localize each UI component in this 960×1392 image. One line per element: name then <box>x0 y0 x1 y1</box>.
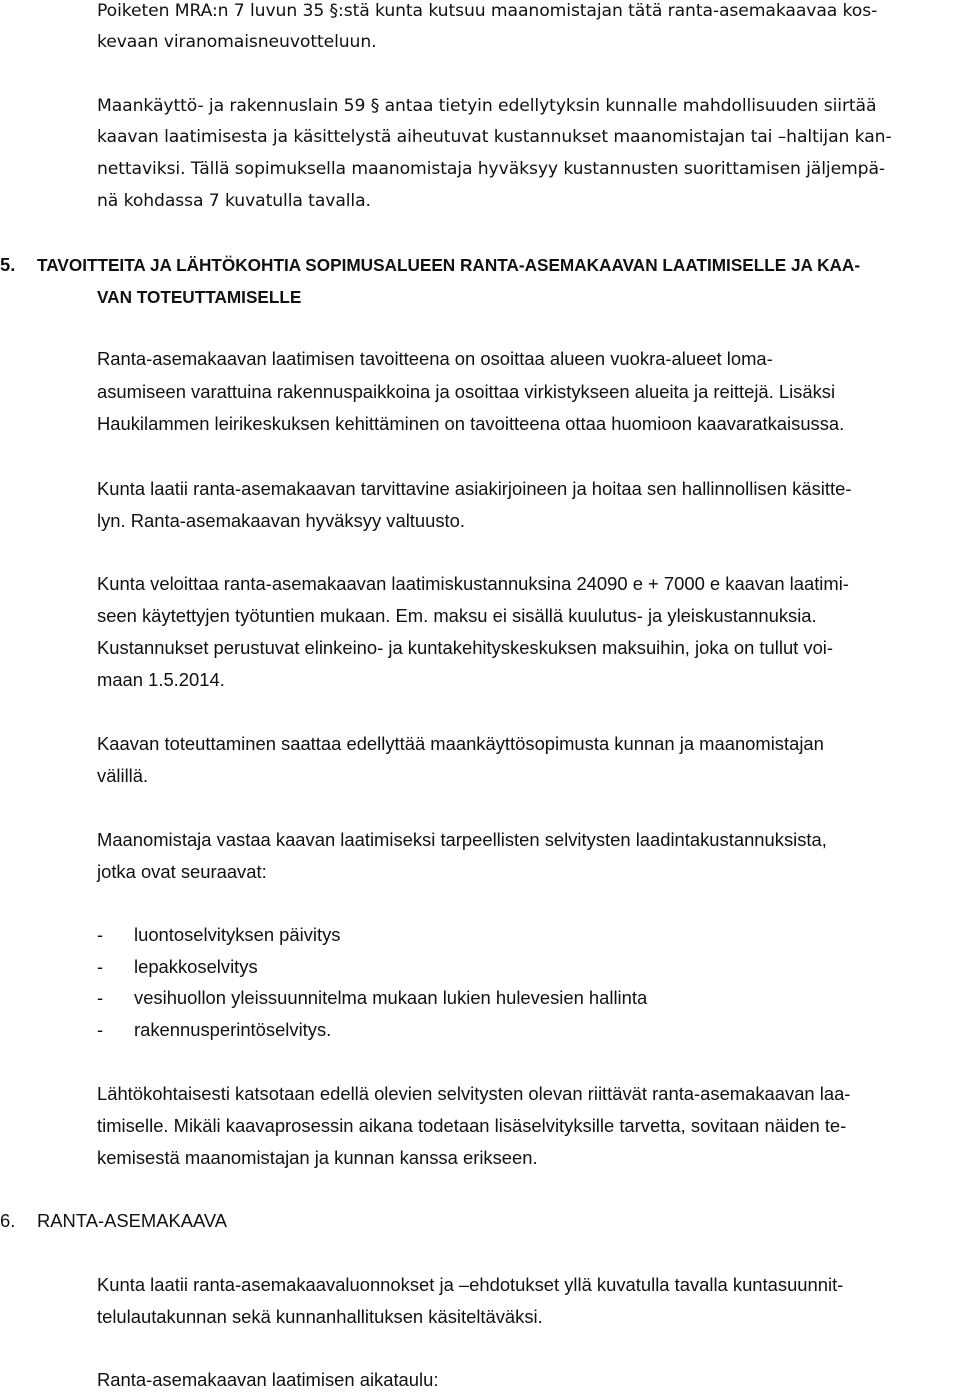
s6-p2-line-1: Ranta-asemakaavan laatimisen aikataulu: <box>97 1369 439 1390</box>
intro-line-1: Poiketen MRA:n 7 luvun 35 §:stä kunta kutsuu maanomistajan tätä ranta-asemakaavaa kos- <box>97 1 878 21</box>
mrl-line-2: kaavan laatimisesta ja käsittelystä aiheutuvat kustannukset maanomistajan tai –haltijan kan- <box>97 127 892 147</box>
section-6-title: RANTA-ASEMAKAAVA <box>37 1210 228 1231</box>
section-6-number: 6. <box>0 1210 16 1231</box>
s5-p3-line-2: seen käytettyjen työtuntien mukaan. Em. maksu ei sisällä kuulutus- ja yleiskustannuksia. <box>97 605 817 626</box>
mrl-line-1: Maankäyttö- ja rakennuslain 59 § antaa tietyin edellytyksin kunnalle mahdollisuuden siirtää <box>97 96 877 116</box>
list-bullet: - <box>97 1019 104 1040</box>
s5-p6-line-3: kemisestä maanomistajan ja kunnan kanssa erikseen. <box>97 1147 538 1168</box>
s5-p5-line-1: Maanomistaja vastaa kaavan laatimiseksi tarpeellisten selvitysten laadintakustannuksista, <box>97 829 827 850</box>
mrl-line-4: nä kohdassa 7 kuvatulla tavalla. <box>97 191 371 211</box>
s5-p1-line-2: asumiseen varattuina rakennuspaikkoina ja osoittaa virkistykseen alueita ja reittejä. Lisäksi <box>97 381 836 402</box>
s6-p1-line-2: telulautakunnan sekä kunnanhallituksen käsiteltäväksi. <box>97 1306 543 1327</box>
mrl-line-3: nettaviksi. Tällä sopimuksella maanomistaja hyväksyy kustannusten suorittamisen jäljempä- <box>97 159 886 179</box>
s5-p5-line-2: jotka ovat seuraavat: <box>97 861 267 882</box>
s5-p3-line-1: Kunta veloittaa ranta-asemakaavan laatimiskustannuksina 24090 e + 7000 e kaavan laatimi- <box>97 573 849 594</box>
section-5-title-line-1: TAVOITTEITA JA LÄHTÖKOHTIA SOPIMUSALUEEN RANTA-ASEMAKAAVAN LAATIMISELLE JA KAA- <box>37 255 861 275</box>
intro-line-2: kevaan viranomaisneuvotteluun. <box>97 32 377 52</box>
s5-p2-line-1: Kunta laatii ranta-asemakaavan tarvittavine asiakirjoineen ja hoitaa sen hallinnollisen käsitte- <box>97 478 852 499</box>
s5-p4-line-1: Kaavan toteuttaminen saattaa edellyttää maankäyttösopimusta kunnan ja maanomistajan <box>97 733 824 754</box>
s6-p1-line-1: Kunta laatii ranta-asemakaavaluonnokset ja –ehdotukset yllä kuvatulla tavalla kuntasuunnit- <box>97 1274 844 1295</box>
list-item: vesihuollon yleissuunnitelma mukaan lukien hulevesien hallinta <box>134 987 648 1008</box>
s5-p1-line-3: Haukilammen leirikeskuksen kehittäminen on tavoitteena ottaa huomioon kaavaratkaisussa. <box>97 413 845 434</box>
section-5-title-line-2: VAN TOTEUTTAMISELLE <box>97 287 302 307</box>
s5-p6-line-1: Lähtökohtaisesti katsotaan edellä olevien selvitysten olevan riittävät ranta-asemakaavan laa- <box>97 1083 851 1104</box>
section-5-number: 5. <box>0 254 16 275</box>
s5-p2-line-2: lyn. Ranta-asemakaavan hyväksyy valtuusto. <box>97 510 465 531</box>
list-item: rakennusperintöselvitys. <box>134 1019 332 1040</box>
list-bullet: - <box>97 956 104 977</box>
s5-p3-line-4: maan 1.5.2014. <box>97 669 225 690</box>
list-item: lepakkoselvitys <box>134 956 258 977</box>
list-item: luontoselvityksen päivitys <box>134 924 341 945</box>
s5-p6-line-2: timiselle. Mikäli kaavaprosessin aikana todetaan lisäselvityksille tarvetta, sovitaan näiden te- <box>97 1115 847 1136</box>
s5-p4-line-2: välillä. <box>97 765 149 786</box>
list-bullet: - <box>97 987 104 1008</box>
s5-p1-line-1: Ranta-asemakaavan laatimisen tavoitteena on osoittaa alueen vuokra-alueet loma- <box>97 348 773 369</box>
list-bullet: - <box>97 924 104 945</box>
s5-p3-line-3: Kustannukset perustuvat elinkeino- ja kuntakehityskeskuksen maksuihin, joka on tullut voi- <box>97 637 834 658</box>
